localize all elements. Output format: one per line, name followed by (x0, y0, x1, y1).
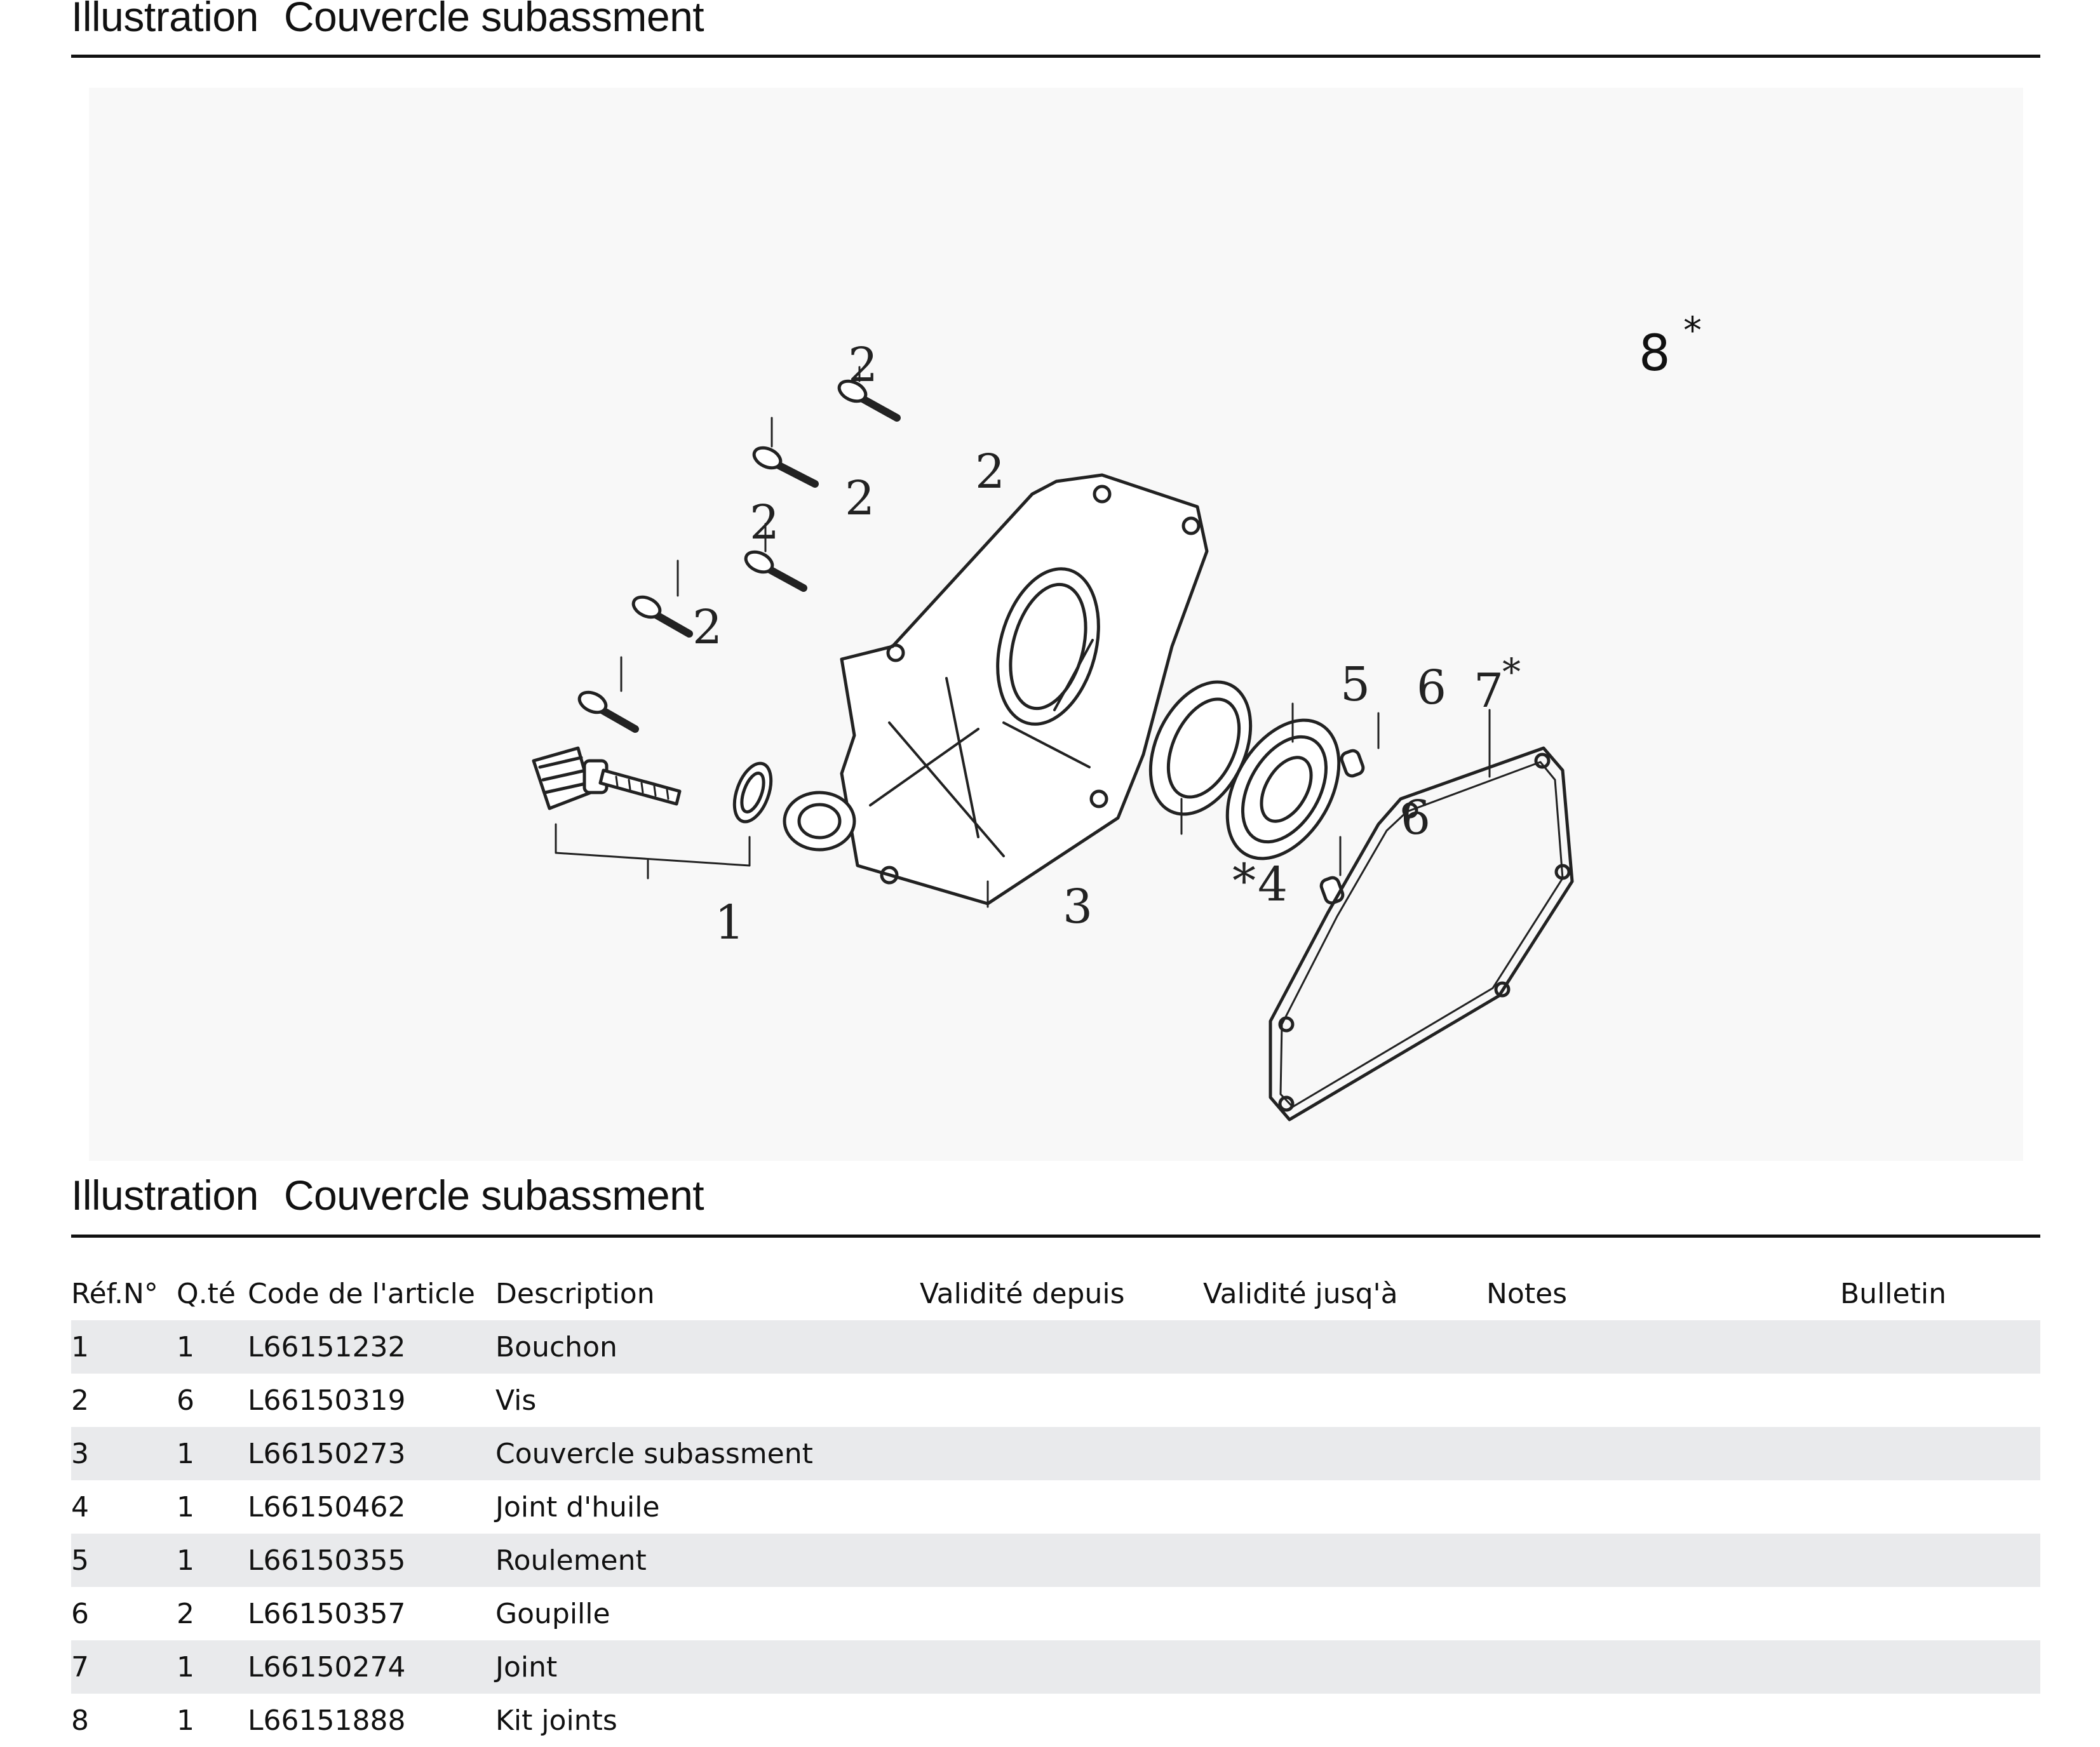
page-title-label: Illustration (71, 0, 259, 40)
callout-2e: 2 (692, 600, 723, 655)
parts-table (71, 1267, 2040, 1747)
col-qty: Q.té (177, 1277, 236, 1310)
cell-valid-to (1203, 1320, 1486, 1374)
cell-notes (1486, 1534, 1840, 1587)
cell-qty: 1 (177, 1704, 194, 1737)
exploded-diagram (89, 88, 2023, 1161)
cell-ref: 6 (71, 1597, 89, 1630)
cell-description: Joint (495, 1640, 920, 1694)
cell-code: L66150355 (248, 1534, 495, 1587)
cell-description: Kit joints (495, 1704, 617, 1737)
cell-ref: 5 (71, 1534, 177, 1587)
callout-8-star: * (1683, 309, 1702, 352)
cell-description: Vis (495, 1384, 537, 1417)
table-row (71, 1587, 2040, 1640)
cell-valid-to (1203, 1694, 1486, 1747)
cell-ref: 4 (71, 1490, 89, 1523)
col-code: Code de l'article (248, 1277, 475, 1310)
section-rule (71, 1235, 2040, 1238)
title-rule (71, 55, 2040, 58)
cell-description: Bouchon (495, 1320, 920, 1374)
table-row (71, 1640, 2040, 1694)
cell-bulletin (1840, 1320, 2040, 1374)
callout-2a: 2 (848, 338, 878, 392)
cell-description: Couvercle subassment (495, 1427, 920, 1480)
cell-bulletin (1840, 1480, 2040, 1534)
cell-valid-to (1203, 1534, 1486, 1587)
col-description: Description (495, 1277, 655, 1310)
cell-description: Roulement (495, 1534, 920, 1587)
callout-2d: 2 (750, 495, 780, 550)
col-valid-from: Validité depuis (920, 1277, 1125, 1310)
cell-code: L66150273 (248, 1427, 495, 1480)
callout-4: 4 (1258, 857, 1288, 912)
callout-5: 5 (1340, 657, 1371, 712)
page-title (71, 0, 704, 42)
cell-valid-from (920, 1320, 1203, 1374)
cell-qty: 6 (177, 1384, 194, 1417)
callout-3: 3 (1063, 880, 1093, 934)
section-title-label: Illustration (71, 1172, 259, 1219)
cell-notes (1486, 1480, 1840, 1534)
cell-code: L66150357 (248, 1597, 406, 1630)
page-title-text: Couvercle subassment (283, 0, 704, 40)
cell-valid-from (920, 1480, 1203, 1534)
table-row (71, 1534, 2040, 1587)
cell-bulletin (1840, 1534, 2040, 1587)
cell-valid-to (1203, 1587, 1486, 1640)
cell-ref: 3 (71, 1427, 177, 1480)
table-header-row (71, 1267, 2040, 1320)
cell-notes (1486, 1320, 1840, 1374)
cell-ref: 7 (71, 1640, 177, 1694)
cell-qty: 2 (177, 1597, 194, 1630)
cell-code: L66150319 (248, 1384, 406, 1417)
part-3-cover (784, 475, 1207, 907)
cell-valid-from (920, 1534, 1203, 1587)
cell-valid-to (1203, 1640, 1486, 1694)
cell-valid-from (920, 1694, 1203, 1747)
cell-notes (1486, 1427, 1840, 1480)
cell-notes (1486, 1694, 1840, 1747)
callout-7: 7 (1474, 664, 1504, 718)
callout-1: 1 (715, 895, 745, 950)
section-title-text: Couvercle subassment (283, 1172, 704, 1219)
cell-qty: 1 (177, 1534, 248, 1587)
cell-code: L66150274 (248, 1640, 495, 1694)
table-row (71, 1694, 2040, 1747)
part-1-plug (534, 748, 778, 878)
cell-notes (1486, 1374, 1840, 1427)
cell-notes (1486, 1587, 1840, 1640)
col-valid-to: Validité jusq'à (1203, 1277, 1398, 1310)
cell-notes (1486, 1640, 1840, 1694)
table-row (71, 1427, 2040, 1480)
cell-code: L66151232 (248, 1320, 495, 1374)
cell-ref: 2 (71, 1384, 89, 1417)
cell-valid-to (1203, 1427, 1486, 1480)
cell-valid-to (1203, 1480, 1486, 1534)
cell-code: L66151888 (248, 1704, 406, 1737)
cell-valid-to (1203, 1374, 1486, 1427)
cell-bulletin (1840, 1694, 2040, 1747)
callout-6a: 6 (1417, 660, 1447, 715)
cell-valid-from (920, 1427, 1203, 1480)
callout-4-star: * (1232, 854, 1256, 909)
cell-valid-from (920, 1587, 1203, 1640)
callout-8: 8 (1639, 325, 1671, 382)
table-row (71, 1480, 2040, 1534)
cell-ref: 1 (71, 1320, 177, 1374)
table-row (71, 1320, 2040, 1374)
cell-description: Goupille (495, 1597, 610, 1630)
cell-qty: 1 (177, 1640, 248, 1694)
cell-qty: 1 (177, 1427, 248, 1480)
section-title (71, 1170, 704, 1221)
exploded-diagram-svg (89, 88, 2023, 1161)
callout-2b: 2 (975, 445, 1006, 499)
cell-code: L66150462 (248, 1490, 406, 1523)
col-notes: Notes (1486, 1277, 1568, 1310)
cell-description: Joint d'huile (495, 1490, 660, 1523)
callout-2c: 2 (845, 471, 875, 526)
callout-6b: 6 (1401, 791, 1431, 845)
cell-ref: 8 (71, 1704, 89, 1737)
table-row (71, 1374, 2040, 1427)
cell-bulletin (1840, 1427, 2040, 1480)
col-bulletin: Bulletin (1840, 1277, 1946, 1310)
cell-valid-from (920, 1640, 1203, 1694)
cell-qty: 1 (177, 1320, 248, 1374)
cell-bulletin (1840, 1587, 2040, 1640)
col-ref: Réf.N° (71, 1277, 158, 1310)
callout-7-star: * (1502, 650, 1521, 693)
cell-qty: 1 (177, 1490, 194, 1523)
cell-bulletin (1840, 1640, 2040, 1694)
cell-valid-from (920, 1374, 1203, 1427)
cell-bulletin (1840, 1374, 2040, 1427)
